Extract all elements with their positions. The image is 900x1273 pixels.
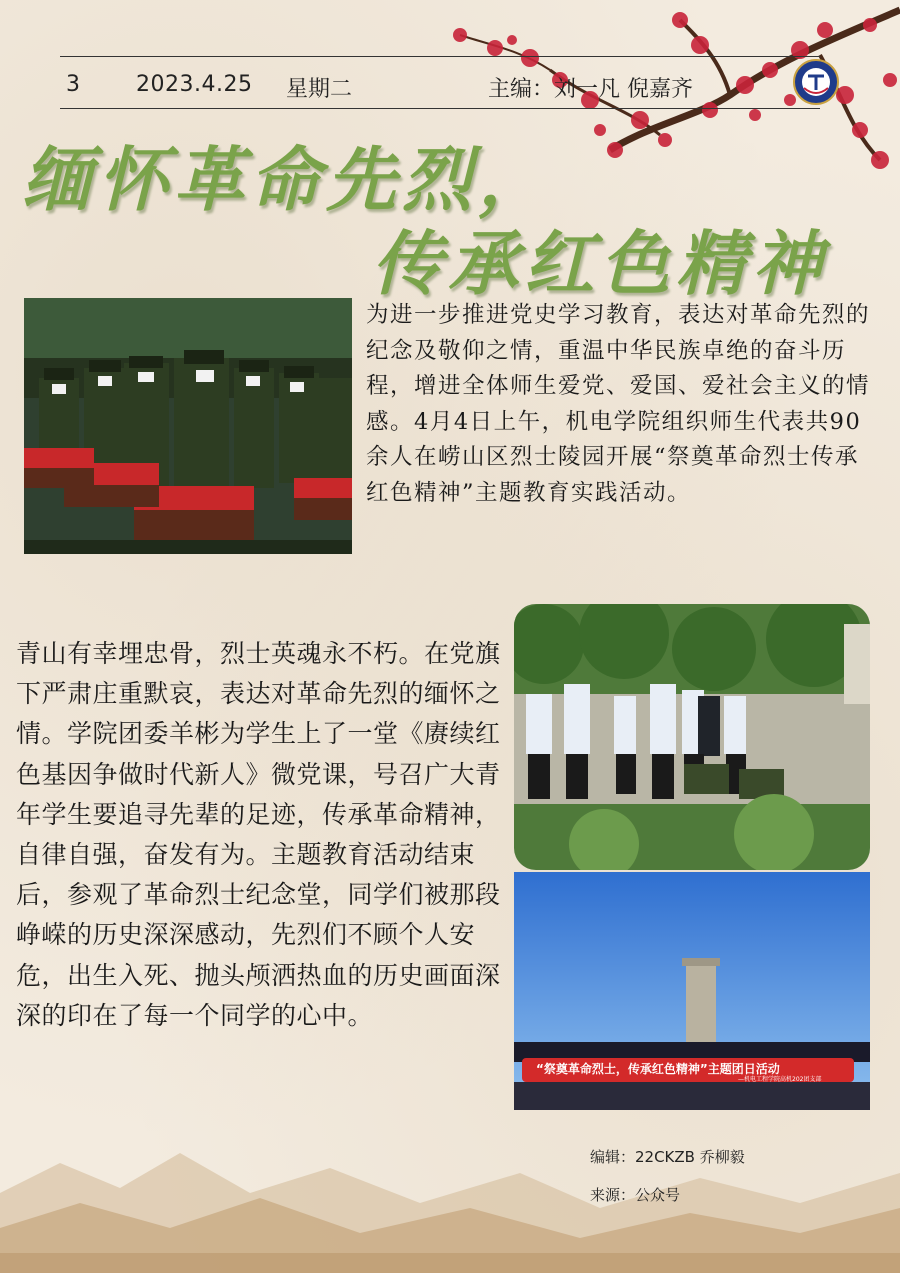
page-number: 3 <box>66 72 80 97</box>
ink-mountains-decoration <box>0 1133 900 1273</box>
source-credit: 来源：公众号 <box>590 1186 681 1204</box>
school-emblem-icon <box>792 58 840 106</box>
issue-weekday: 星期二 <box>286 77 353 102</box>
intro-paragraph: 为进一步推进党史学习教育，表达对革命先烈的纪念及敬仰之情，重温中华民族卓绝的奋斗历程，增进全体师生爱党、爱国、爱社会主义的情感。4月4日上午，机电学院组织师生代表共90余人在崂山区烈士陵园开展“祭奠革命烈士传承红色精神”主题教育实践活动。 <box>366 302 871 506</box>
header-top-rule <box>60 56 820 57</box>
headline-line-2: 传承红色精神 <box>372 223 828 305</box>
issue-date: 2023.4.25 <box>136 72 253 97</box>
group-banner-photo <box>514 872 870 1110</box>
banner-subtext: —机电工程学院高机202团支部 <box>738 1076 822 1083</box>
soldiers-ceremony-photo <box>24 298 352 554</box>
students-tribute-photo <box>514 604 870 870</box>
banner-text: “祭奠革命烈士，传承红色精神”主题团日活动 <box>536 1062 780 1076</box>
main-paragraph: 青山有幸埋忠骨，烈士英魂永不朽。在党旗下严肃庄重默哀，表达对革命先烈的缅怀之情。学院团委羊彬为学生上了一堂《赓续红色基因争做时代新人》微党课，号召广大青年学生要追寻先辈的足迹，传承革命精神，自律自强，奋发有为。主题教育活动结束后，参观了革命烈士纪念堂，同学们被那段峥嵘的历史深深感动，先烈们不顾个人安危，出生入死、抛头颅洒热血的历史画面深深的印在了每一个同学的心中。 <box>16 639 501 1030</box>
chief-editors: 主编：刘一凡 倪嘉齐 <box>488 77 693 102</box>
header-bottom-rule <box>60 108 820 109</box>
headline-line-1: 缅怀革命先烈， <box>22 139 554 221</box>
editor-credit: 编辑：22CKZB 乔柳毅 <box>590 1148 745 1166</box>
